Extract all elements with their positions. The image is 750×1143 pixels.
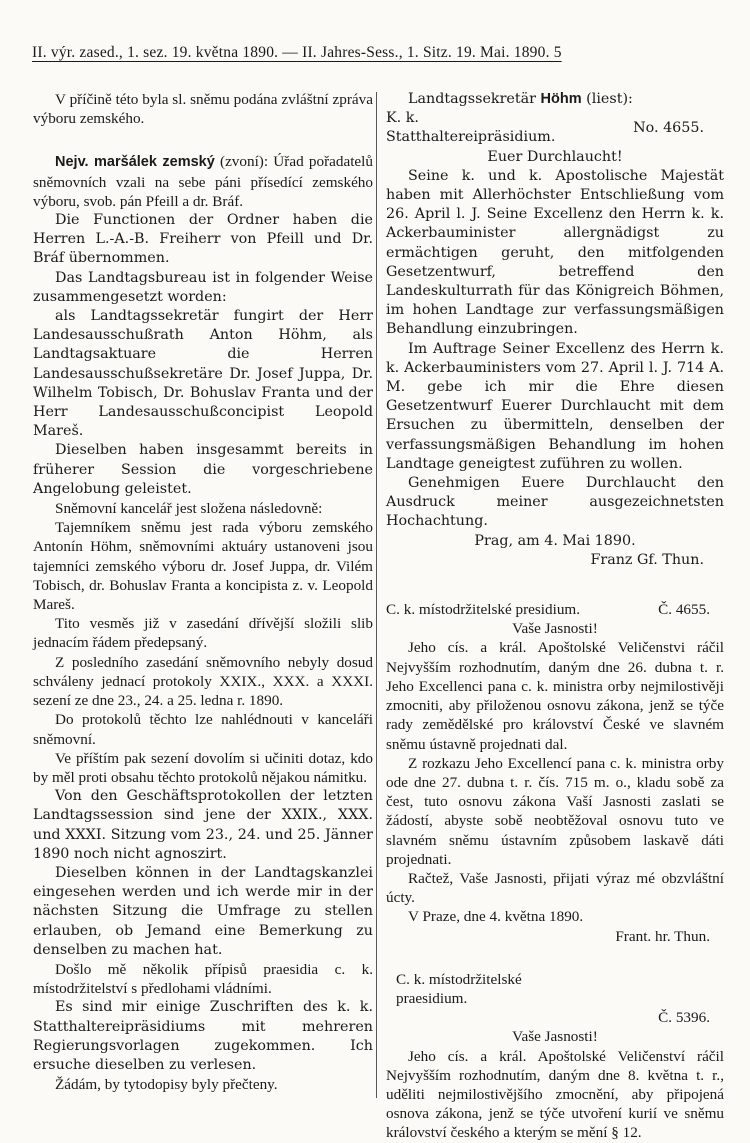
paragraph: V příčině této byla sl. sněmu podána zvláštní zpráva výboru zemského. xyxy=(33,91,373,128)
reader-role: Landtagssekretär xyxy=(408,91,541,107)
reference-number: Č. 5396. xyxy=(658,1009,710,1027)
paragraph: Die Functionen der Ordner haben die Herren L.-A.-B. Freiherr von Pfeill und Dr. Bráf übernommen. xyxy=(33,212,373,267)
reference-number: Č. 4655. xyxy=(658,601,710,619)
paragraph: Z posledního zasedání sněmovního nebyly dosud schváleny jednací protokoly XXIX., XXX. a XXXI. sezení ze dne 23., 24. a 25. ledna r. 1890. xyxy=(33,653,373,710)
salutation: Euer Durchlaucht! xyxy=(487,148,623,165)
date-line: V Praze, dne 4. května 1890. xyxy=(408,908,584,926)
paragraph: Seine k. und k. Apostolische Majestät haben mit Allerhöchster Entschließung vom 26. April l. J. Seine Excellenz den Herrn k. k. Ackerbauminister allergnädigst zu ermächtigen geruht, den mitfolgenden Gesetzentwurf, betreffend den Landeskulturrath für das Königreich Böhmen, im hohen Landtage zur verfassungsmäßigen Behandlung einzubringen. xyxy=(386,167,724,338)
letter-reference xyxy=(386,970,724,1028)
page-header: II. výr. zased., 1. sez. 19. května 1890. — II. Jahres-Sess., 1. Sitz. 19. Mai. 1890. 5 xyxy=(32,44,562,61)
paragraph: Das Landtagsbureau ist in folgender Weise zusammengesetzt worden: xyxy=(33,269,373,305)
letter-reference xyxy=(386,600,724,619)
paragraph: Z rozkazu Jeho Excellencí pana c. k. ministra orby ode dne 27. dubna t. r. čís. 715 m. o., kladu sobě za čest, tuto osnovu zákona Vaší Jasnosti zaslati se žádostí, abyste sobě neobtěžoval osnovu tuto ve slavném sněmu ústavním způsobem laskavě dáti projednati. xyxy=(386,754,724,868)
paragraph: Tito vesměs již v zasedání dřívější složili slib jednacím řádem předepsaný. xyxy=(33,615,373,652)
reference-number: No. 4655. xyxy=(633,120,704,137)
paragraph: Genehmigen Euere Durchlaucht den Ausdruck meiner ausgezeichnetsten Hochachtung. xyxy=(386,475,724,530)
salutation: Vaše Jasnosti! xyxy=(512,620,598,638)
paragraph: Im Auftrage Seiner Excellenz des Herrn k. k. Ackerbauministers vom 27. April l. J. 714 A. M. gebe ich mir die Ehre diesen Gesetzentwurf Euerer Durchlaucht mit dem Ersuchen zu übermitteln, denselben der verfassungsmäßigen Behandlung im hohen Landtage geneigtest zuführen zu wollen. xyxy=(386,340,724,472)
right-column xyxy=(386,90,724,1143)
office-name: C. k. místodržitelské praesidium. xyxy=(396,970,522,1007)
paragraph: Tajemníkem sněmu jest rada výboru zemského Antonín Höhm, sněmovními aktuáry ustanoveni jsou tajemníci zemského výboru dr. Josef Juppa, dr. Vilém Tobisch, dr. Bohuslav Franta a koncipista z. v. Leopold Mareš. xyxy=(33,519,373,614)
reader-name: Höhm xyxy=(540,91,582,107)
reader-line xyxy=(386,90,724,109)
paragraph: Do protokolů těchto lze nahlédnouti v kanceláři sněmovní. xyxy=(33,711,373,748)
letter-reference xyxy=(386,109,724,147)
salutation: Vaše Jasnosti! xyxy=(512,1028,598,1046)
speaker-name: Nejv. maršálek zemský xyxy=(55,154,215,171)
paragraph: Dieselben haben insgesammt bereits in früherer Session die vorgeschriebene Angelobung geleistet. xyxy=(33,442,373,497)
reader-action: (liest): xyxy=(581,91,633,107)
paragraph: Došlo mě několik přípisů praesidia c. k. místodržitelství s předlohami vládními. xyxy=(33,960,373,998)
paragraph: als Landtagssekretär fungirt der Herr Landesausschußrath Anton Höhm, als Landtagsaktuare die Herren Landesausschußsekretäre Dr. Josef Juppa, Dr. Wilhelm Tobisch, Dr. Bohuslav Franta und der Herr Landesausschußconcipist Leopold Mareš. xyxy=(33,308,373,440)
date-line: Prag, am 4. Mai 1890. xyxy=(474,532,636,549)
paragraph: Ve příštím pak sezení dovolím si učiniti dotaz, kdo by měl proti obsahu těchto protokolů nějakou námitku. xyxy=(33,749,373,786)
paragraph: Von den Geschäftsprotokollen der letzten Landtagssession sind jene der XXIX., XXX. und XXXI. Sitzung vom 23., 24. und 25. Jänner 1890 noch nicht agnoszirt. xyxy=(33,788,373,862)
paragraph: Es sind mir einige Zuschriften des k. k. Statthaltereipräsidiums mit mehreren Regierungsvorlagen zugekommen. Ich ersuche dieselben zu verlesen. xyxy=(33,999,373,1073)
paragraph: Sněmovní kancelář jest složena následovně: xyxy=(55,500,323,518)
signature: Frant. hr. Thun. xyxy=(615,927,710,945)
column-divider xyxy=(376,92,377,1098)
left-column xyxy=(33,90,373,1094)
paragraph: Dieselben können in der Landtagskanzlei eingesehen werden und ich werde mir in der nächsten Sitzung die Umfrage zu stellen erlauben, ob Jemand eine Bemerkung zu denselben zu machen hat. xyxy=(33,864,373,958)
paragraph: Jeho cís. a král. Apoštolské Veličenství ráčil Nejvyšším rozhodnutím, daným dne 8. května t. r., uděliti nejmilostivějšího zmocnění, aby připojená osnova zákona, jenž se týče utvoření kurií ve sněmu království českého a kterým se mění § 12. xyxy=(386,1047,724,1142)
speaker-text: (zvoní): Úřad pořadatelů sněmovních vzali na sebe páni přísedící zemského výboru, svob. pán Pfeill a dr. Bráf. xyxy=(33,153,373,210)
office-name: K. k. Statthaltereipräsidium. xyxy=(386,110,556,146)
paragraph: Žádám, by tytodopisy byly přečteny. xyxy=(55,1076,278,1094)
office-name: C. k. místodržitelské presidium. xyxy=(386,601,581,619)
signature: Franz Gf. Thun. xyxy=(590,551,704,568)
speaker-paragraph xyxy=(33,152,373,211)
paragraph: Račtež, Vaše Jasnosti, přijati výraz mé obzvláštní úcty. xyxy=(386,869,724,907)
paragraph: Jeho cís. a král. Apoštolské Veličenstvi ráčil Nejvyšším rozhodnutím, daným dne 26. dubna t. r. Jeho Excellenci pana c. k. ministra orby nejmilostivěji zmocniti, aby přiloženou osnovu zákona, jenž se týče rady zemědělské pro království České ve slavném sněmu ústavně projednati dal. xyxy=(386,639,724,753)
